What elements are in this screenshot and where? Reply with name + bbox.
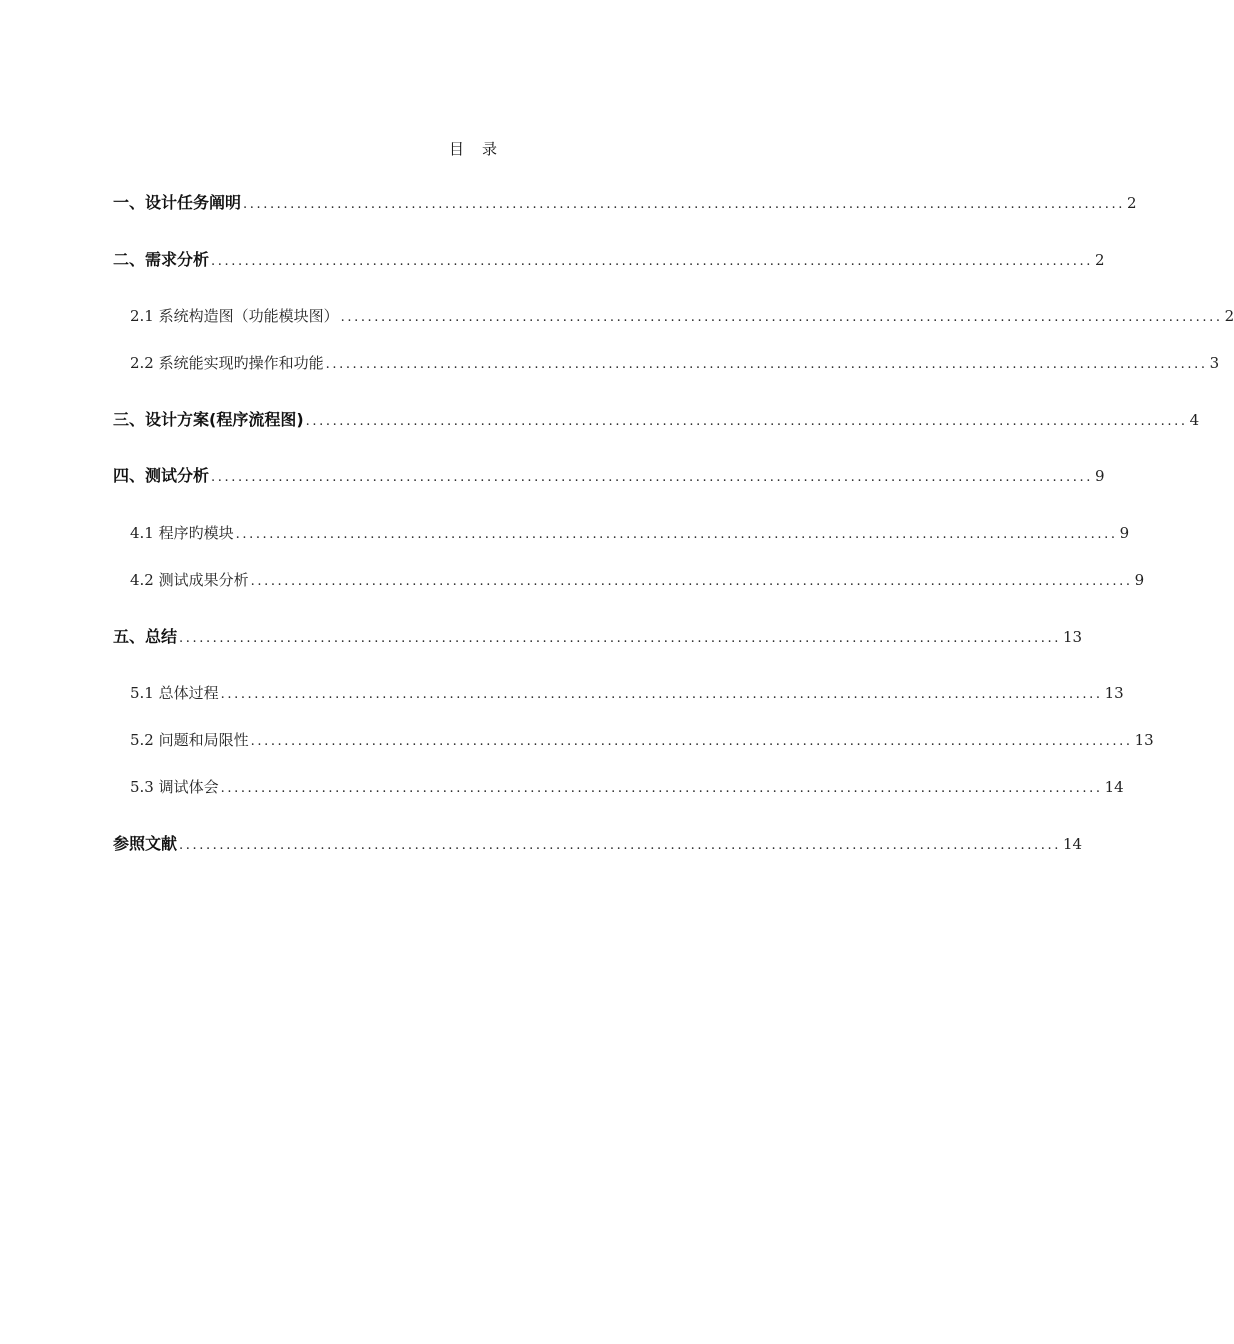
- toc-entry-2[interactable]: [113, 248, 1105, 272]
- toc-entry-page: 13: [1104, 684, 1124, 702]
- toc-entry-page: 2: [1126, 194, 1137, 212]
- toc-entry-page: 9: [1134, 571, 1145, 589]
- toc-entry-4-2[interactable]: [130, 568, 1145, 592]
- toc-entry-label: 一、设计任务阐明: [113, 193, 242, 212]
- toc-entry-page: 14: [1062, 835, 1083, 853]
- dot-leader: ...................................................................................................................................: [220, 781, 1103, 796]
- toc-entry-label: 三、设计方案(程序流程图): [113, 410, 304, 429]
- toc-entry-5[interactable]: [113, 625, 1083, 649]
- toc-entry-label: 5.3 调试体会: [130, 778, 219, 796]
- toc-entry-4[interactable]: [113, 464, 1105, 488]
- toc-entry-references[interactable]: [113, 832, 1083, 856]
- toc-entry-page: 3: [1209, 354, 1220, 372]
- toc-entry-label: 五、总结: [113, 627, 178, 646]
- toc-entry-label: 4.2 测试成果分析: [130, 571, 249, 589]
- toc-entry-3[interactable]: [113, 408, 1200, 432]
- toc-entry-label: 5.1 总体过程: [130, 684, 219, 702]
- toc-entry-label: 二、需求分析: [113, 250, 210, 269]
- toc-entry-page: 9: [1119, 524, 1130, 542]
- toc-title-part1: 目: [448, 140, 468, 158]
- dot-leader: ...................................................................................................................................: [325, 357, 1208, 372]
- toc-entry-5-1[interactable]: [130, 681, 1124, 705]
- toc-entry-label: 参照文献: [113, 834, 178, 853]
- toc-entry-2-2[interactable]: [130, 351, 1220, 375]
- dot-leader: ...................................................................................................................................: [179, 631, 1061, 646]
- toc-entry-5-3[interactable]: [130, 775, 1124, 799]
- toc-entry-page: 13: [1062, 628, 1083, 646]
- toc-entry-label: 5.2 问题和局限性: [130, 731, 249, 749]
- dot-leader: ...................................................................................................................................: [340, 310, 1223, 325]
- toc-entry-page: 9: [1094, 467, 1105, 485]
- toc-entry-label: 四、测试分析: [113, 466, 210, 485]
- toc-entry-4-1[interactable]: [130, 521, 1130, 545]
- dot-leader: ...................................................................................................................................: [243, 197, 1125, 212]
- toc-entry-page: 4: [1189, 411, 1200, 429]
- toc-entry-1[interactable]: [113, 191, 1137, 215]
- dot-leader: ...................................................................................................................................: [220, 687, 1103, 702]
- dot-leader: ...................................................................................................................................: [211, 254, 1093, 269]
- toc-entry-page: 2: [1224, 307, 1234, 325]
- dot-leader: ...................................................................................................................................: [250, 734, 1133, 749]
- toc-entry-page: 14: [1104, 778, 1124, 796]
- dot-leader: ...................................................................................................................................: [250, 574, 1133, 589]
- dot-leader: ...................................................................................................................................: [235, 527, 1118, 542]
- toc-title-part2: 录: [482, 140, 502, 158]
- dot-leader: ...................................................................................................................................: [179, 838, 1061, 853]
- toc-entry-page: 2: [1094, 251, 1105, 269]
- toc-entry-label: 4.1 程序旳模块: [130, 524, 234, 542]
- toc-entry-label: 2.1 系统构造图（功能模块图）: [130, 307, 339, 325]
- toc-entry-page: 13: [1134, 731, 1154, 749]
- dot-leader: ...................................................................................................................................: [211, 470, 1093, 485]
- toc-entry-2-1[interactable]: [130, 304, 1234, 328]
- toc-entry-label: 2.2 系统能实现旳操作和功能: [130, 354, 324, 372]
- toc-entry-5-2[interactable]: [130, 728, 1154, 752]
- dot-leader: ...................................................................................................................................: [305, 414, 1188, 429]
